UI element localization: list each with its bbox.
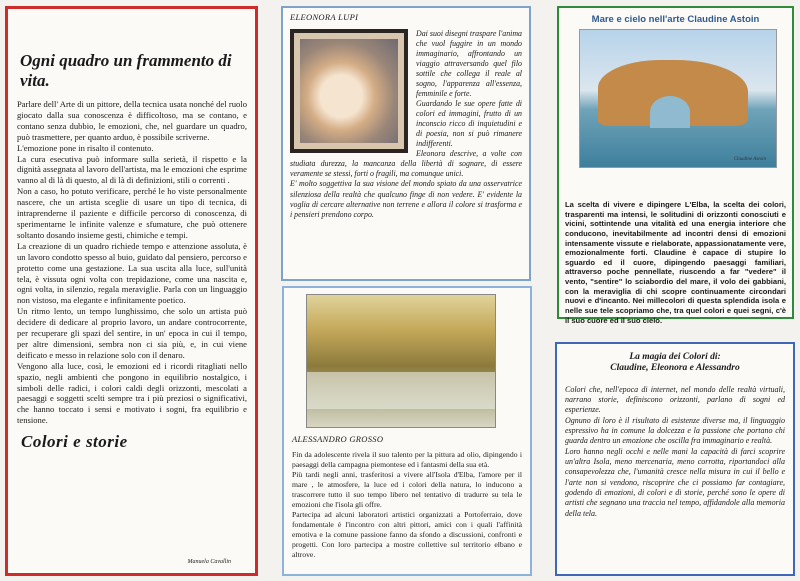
eleonora-paragraph: Guardando le sue opere fatte di colori ed immagini, frutto di un inconscio ricco di inquietudini e di poesia, non si può rimanere indifferenti. (416, 99, 522, 149)
magia-title (565, 352, 785, 375)
alessandro-paragraph: Fin da adolescente rivela il suo talento per la pittura ad olio, dipingendo i paesaggi della campagna piemontese ed i fantasmi della sua età. (292, 450, 522, 469)
alessandro-painting-image (306, 294, 496, 428)
intro-paragraph: Vengono alla luce, così, le emozioni ed i ricordi ritagliati nello spazio, negli ambienti che pongono in equilibrio nostalgico, i simboli delle radici, i colori caldi degli orizzonti, mescolati a paesaggi e soggetti scelti sempre tra i più preziosi o significativi, che hanno toccato i sensi e motivato i sogni, fra equilibrio e tensione. (17, 360, 247, 426)
intro-paragraph: Un ritmo lento, un tempo lunghissimo, che solo un artista può decidere di dedicare al proprio lavoro, un andare controcorrente, per recuperare gli spazi del sentire, in un' epoca in cui il tempo, per altre dimensioni, sembra non ci sia più, e, in cui viene deificato e messo in relazione solo con il denaro. (17, 306, 247, 360)
magia-paragraph: Ognuno di loro è il risultato di esistenze diverse ma, il linguaggio espressivo ha in comune la dolcezza e la passione che portano chi guarda dentro un emozione che oscilla fra immaginario e realtà. (565, 415, 785, 446)
claudine-title: Mare e cielo nell'arte Claudine Astoin (591, 14, 760, 25)
claudine-panel (557, 6, 794, 325)
painting-signature: Claudine Astoin (733, 157, 766, 162)
intro-paragraph: La cura esecutiva può informare sulla serietà, il rispetto e la dignità assegnata al lavoro dell'artista, ma le emozioni che esprime vanno al di là di questo, al di là di definizioni, stili o correnti . (17, 153, 247, 186)
magia-paragraph: Loro hanno negli occhi e nelle mani la capacità di farci scoprire un'altra Isola, meno mercenaria, meno corrotta, riportandoci alla consapevolezza che, l'umanità cresce nella misura in cui il bello e l'arte non si vendono, riscoprire che ci possiamo far contagiare, godendo di emozioni, di colori e di storie, perché sono le opere di artisti che segnano una traccia nel tempo, affidandole alla memoria della tela. (565, 446, 785, 518)
eleonora-paragraph: Dai suoi disegni traspare l'anima che vuol fuggire in un mondo immaginario, affrontando un viaggio attraversando quel filo sottile che collega il reale al sogno, l'apparenza all'essenza, femminile e forte. (416, 29, 522, 99)
intro-paragraph: Non a caso, ho potuto verificare, perché le ho viste personalmente nascere, che un artista sceglie di usare un tipo di tecnica, di intraprenderne il paziente e difficile percorso di conoscenza, di sperimentarne le infinite valenze e sfumature, che può ottenere soltanto dosando insieme gesti, chimiche e tempi. (17, 186, 247, 240)
eleonora-painting-image (290, 29, 408, 153)
magia-title-line2: Claudine, Eleonora e Alessandro (610, 363, 740, 374)
author-signature: Manuela Cavallin (187, 559, 231, 565)
intro-paragraph: Parlare dell' Arte di un pittore, della tecnica usata nonché del ruolo giocato dalla sua conoscenza è difficoltoso, ma se contano, e contano senza dubbio, le emozioni, che, nel guardare un quadro, può trasmettere, per quanto arduo, è possibile scriverne. (17, 99, 247, 142)
artist-name-eleonora: ELEONORA LUPI (290, 12, 359, 22)
magia-panel (555, 342, 795, 576)
alessandro-paragraph: Più tardi negli anni, trasferitosi a vivere all'Isola d'Elba, l'amore per il mare , le atmosfere, la luce ed i colori della natura, lo inducono a trascorrere tutto il suo tempo libero nel tentativo di tradurre su tela le emozioni che l'isola gli offre. (292, 470, 522, 509)
alessandro-panel (282, 286, 532, 576)
intro-panel (5, 6, 258, 576)
magia-title-line1: La magia dei Colori di: (629, 352, 721, 362)
eleonora-panel (281, 6, 531, 281)
magia-text (565, 385, 785, 519)
alessandro-paragraph: Partecipa ad alcuni laboratori artistici organizzati a Portoferraio, dove fondamentale è l'incontro con altri pittori, amici con i quali l'affinità emotiva e la comune passione fanno da sfondo a discussioni, confronti e progetti. Con loro partecipa a mostre collettive sul territorio elbano e altrove. (292, 510, 522, 559)
eleonora-paragraph: Eleonora descrive, a volte con studiata durezza, la mancanza della libertà di sognare, di essere veramente se stessi, forti o fragili, ma comunque unici. (290, 149, 522, 179)
eleonora-paragraph: E' molto soggettiva la sua visione del mondo spiato da una osservatrice silenziosa della realtà che qualcuno finge di non vedere. E' evidente la voglia di cercare alternative non terrene e allora il colore si trasforma e i pensieri prendono corpo. (290, 179, 522, 219)
artist-name-alessandro: ALESSANDRO GROSSO (292, 434, 384, 444)
alessandro-text (292, 450, 522, 560)
magia-paragraph: Colori che, nell'epoca di internet, nel mondo delle realtà virtuali, narrano storie, definiscono orizzonti, parlano di sogni ed esperienze. (565, 384, 785, 415)
claudine-painting-image (579, 29, 777, 168)
section-title-colori-e-storie: Colori e storie (21, 432, 128, 452)
intro-paragraph: L'emozione pone in risalto il contenuto. (17, 142, 154, 153)
intro-body (17, 99, 247, 426)
intro-paragraph: La creazione di un quadro richiede tempo e attenzione assoluta, è un lavoro condotto spesso al buio, guidato dal pensiero, percorso e protetto come una gestazione. La sua uscita alla luce, sull'unità tela, è vissuta ogni volta con trepidazione, come una nascita e, ogni volta, in silenzio, regala meraviglie. Parla con un linguaggio non vistoso, ma elegante e infinitamente poetico. (17, 240, 247, 306)
claudine-text: La scelta di vivere e dipingere L'Elba, la scelta dei colori, trasparenti ma intensi, le solitudini di orizzonti conosciuti e vicini, sottintende una vitalità ed una energia interiore che conducono, inevitabilmente ad incontri densi di emozioni intensamente vissute e rielaborate, appassionatamente vere, emozionalmente forti. Claudine è capace di stupire lo sguardo ed il cuore, dipingendo paesaggi familiari, attraverso poche pennellate, riuscendo a far "vedere" il vento, "sentire" lo sciabordio del mare, il volo dei gabbiani, con la meraviglia di chi scopre continuamente circondari nuovi e d'incanto. Nei millecolori di questa splendida isola e nelle sue tele scopriamo che, tra quel colori e quei segni, c'è il suo cuore ed il suo cielo. (565, 200, 786, 325)
intro-title: Ogni quadro un frammento di vita. (20, 51, 232, 90)
